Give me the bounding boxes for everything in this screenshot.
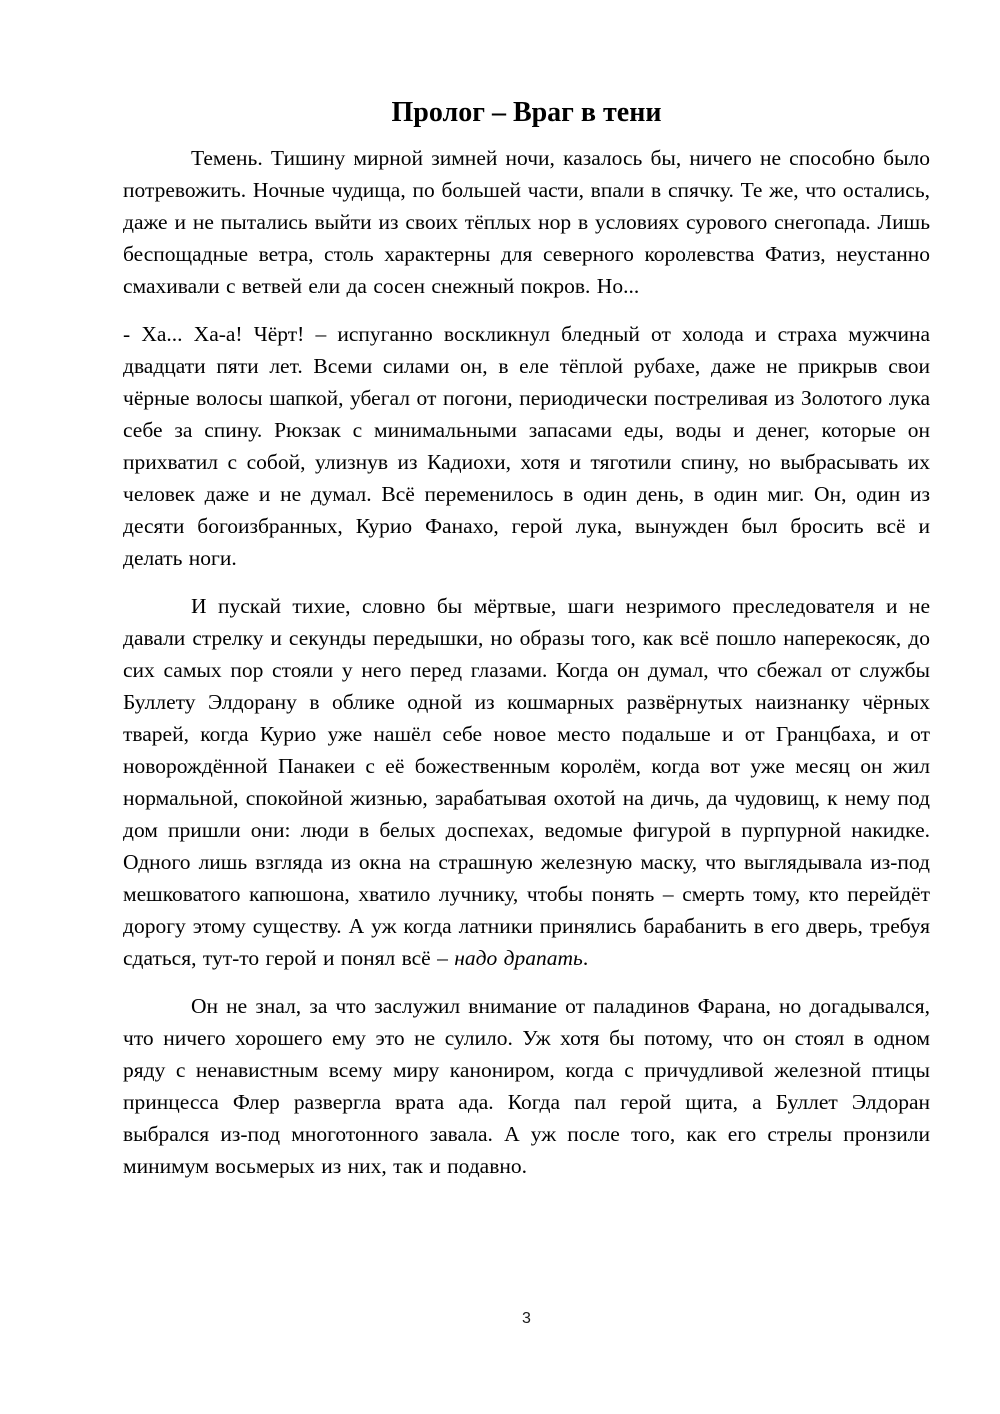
text-run: . [582,946,589,970]
text-run: Он не знал, за что заслужил внимание от паладинов Фарана, но догадывался, что ничего хорошего ему это не сулило. Уж хотя бы потому, что он стоял в одном ряду с ненавистным всему миру канониром, когда с причудливой железной птицы принцесса Флер развергла врата ада. Когда пал герой щита, а Буллет Элдоран выбрался из-под многотонного завала. А уж после того, как его стрелы пронзили минимум восьмерых из них, так и подавно. [123,994,930,1178]
page-title: Пролог – Враг в тени [391,97,662,128]
page-number: 3 [522,1310,531,1327]
paragraph [123,318,930,574]
text-block [123,96,930,1182]
text-run: Темень. Тишину мирной зимней ночи, казалось бы, ничего не способно было потревожить. Ночные чудища, по большей части, впали в спячку. Те же, что остались, даже и не пытались выйти из своих тёплых нор в условиях сурового снегопада. Лишь беспощадные ветра, столь характерны для северного королевства Фатиз, неустанно смахивали с ветвей ели да сосен снежный покров. Но... [123,146,930,298]
paragraph [123,142,930,302]
text-run: - Ха... Ха-а! Чёрт! – испуганно воскликнул бледный от холода и страха мужчина двадцати пяти лет. Всеми силами он, в еле тёплой рубахе, даже не прикрыв свои чёрные волосы шапкой, убегал от погони, периодически постреливая из Золотого лука себе за спину. Рюкзак с минимальными запасами еды, воды и денег, которые он прихватил с собой, улизнув из Кадиохи, хотя и тяготили спину, но выбрасывать их человек даже и не думал. Всё переменилось в один день, в один миг. Он, один из десяти богоизбранных, Курио Фанахо, герой лука, вынужден был бросить всё и делать ноги. [123,322,930,570]
paragraph [123,590,930,974]
text-run: И пускай тихие, словно бы мёртвые, шаги незримого преследователя и не давали стрелку и секунды передышки, но образы того, как всё пошло наперекосяк, до сих самых пор стояли у него перед глазами. Когда он думал, что сбежал от службы Буллету Элдорану в облике одной из кошмарных развёрнутых наизнанку чёрных тварей, когда Курио уже нашёл себе новое место подальше и от Гранцбаха, и от новорождённой Панакеи с её божественным королём, когда вот уже месяц он жил нормальной, спокойной жизнью, зарабатывая охотой на дичь, да чудовищ, к нему под дом пришли они: люди в белых доспехах, ведомые фигурой в пурпурной накидке. Одного лишь взгляда из окна на страшную железную маску, что выглядывала из-под мешковатого капюшона, хватило лучнику, чтобы понять – смерть тому, кто перейдёт дорогу этому существу. А уж когда латники принялись барабанить в его дверь, требуя сдаться, тут-то герой и понял всё – [123,594,930,970]
paragraph [123,990,930,1182]
text-run-italic: надо драпать [454,946,583,970]
document-body [123,142,930,1182]
